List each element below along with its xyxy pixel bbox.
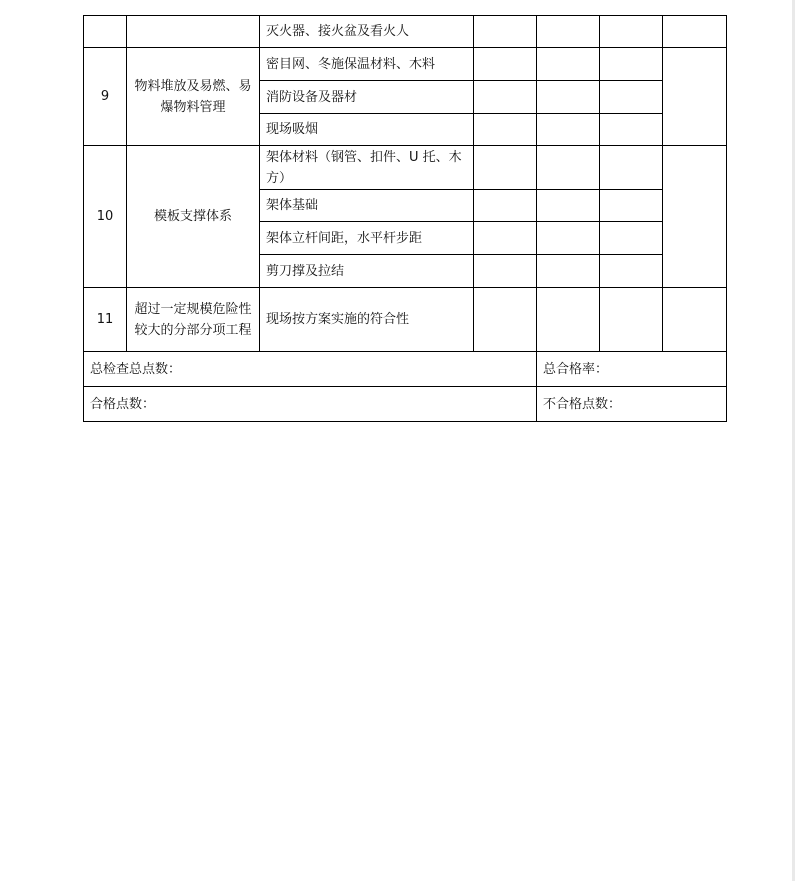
result-cell (474, 288, 537, 352)
table-row (84, 146, 727, 190)
remark-cell (663, 146, 727, 288)
result-cell (474, 48, 537, 81)
check-point-cell: 架体立杆间距，水平杆步距 (260, 222, 474, 255)
result-cell (474, 222, 537, 255)
check-point-cell: 现场按方案实施的符合性 (260, 288, 474, 352)
result-cell (537, 288, 600, 352)
result-cell (600, 114, 663, 146)
result-cell (474, 81, 537, 114)
result-cell (474, 16, 537, 48)
item-name-cell: 模板支撑体系 (127, 146, 260, 288)
result-cell (474, 255, 537, 288)
fail-points-label: 不合格点数： (537, 387, 727, 422)
total-points-label: 总检查总点数： (84, 352, 537, 387)
result-cell (600, 222, 663, 255)
result-cell (600, 48, 663, 81)
result-cell (600, 255, 663, 288)
item-name-cell (127, 16, 260, 48)
item-name-cell: 物料堆放及易燃、易爆物料管理 (127, 48, 260, 146)
result-cell (600, 81, 663, 114)
item-no-cell (84, 16, 127, 48)
check-point-cell: 架体基础 (260, 190, 474, 222)
check-point-cell: 灭火器、接火盆及看火人 (260, 16, 474, 48)
result-cell (537, 48, 600, 81)
result-cell (600, 288, 663, 352)
check-point-cell: 架体材料（钢管、扣件、U 托、木方） (260, 146, 474, 190)
pass-points-label: 合格点数： (84, 387, 537, 422)
remark-cell (663, 16, 727, 48)
result-cell (537, 81, 600, 114)
result-cell (600, 146, 663, 190)
item-no-cell: 9 (84, 48, 127, 146)
check-point-cell: 剪刀撑及拉结 (260, 255, 474, 288)
table-row (84, 288, 727, 352)
result-cell (474, 114, 537, 146)
result-cell (537, 190, 600, 222)
item-no-cell: 10 (84, 146, 127, 288)
summary-row (84, 387, 727, 422)
check-point-cell: 密目网、冬施保温材料、木料 (260, 48, 474, 81)
check-point-cell: 现场吸烟 (260, 114, 474, 146)
result-cell (474, 146, 537, 190)
table-row (84, 48, 727, 81)
result-cell (600, 16, 663, 48)
result-cell (537, 255, 600, 288)
result-cell (600, 190, 663, 222)
item-no-cell: 11 (84, 288, 127, 352)
result-cell (474, 190, 537, 222)
inspection-table (83, 15, 727, 422)
item-name-cell: 超过一定规模危险性较大的分部分项工程 (127, 288, 260, 352)
summary-row (84, 352, 727, 387)
pass-rate-label: 总合格率： (537, 352, 727, 387)
result-cell (537, 16, 600, 48)
result-cell (537, 146, 600, 190)
check-point-cell: 消防设备及器材 (260, 81, 474, 114)
table-row (84, 16, 727, 48)
remark-cell (663, 288, 727, 352)
result-cell (537, 222, 600, 255)
result-cell (537, 114, 600, 146)
remark-cell (663, 48, 727, 146)
